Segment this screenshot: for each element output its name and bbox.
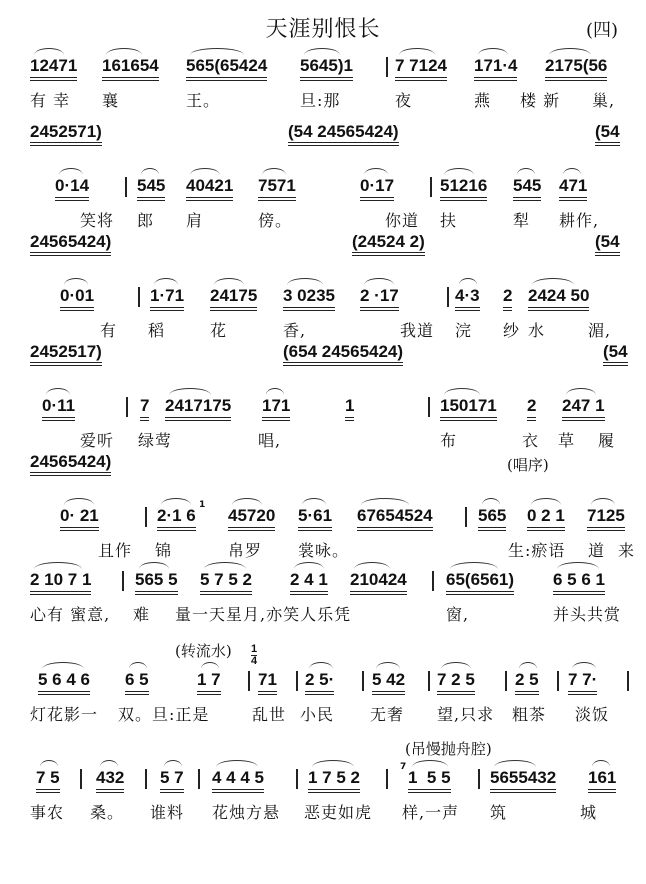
interlude-notes: (654 24565424) xyxy=(283,342,403,366)
note-group: 171 xyxy=(262,396,290,421)
slur-mark xyxy=(441,662,471,669)
note-group: 4 4 4 5 xyxy=(212,768,264,793)
barline xyxy=(296,769,298,789)
barline xyxy=(627,671,629,691)
barline xyxy=(126,397,128,417)
slur-mark xyxy=(201,662,219,669)
slur-mark xyxy=(444,168,474,175)
note-group: 2 ·17 xyxy=(360,286,399,311)
lyric-text: 稻 xyxy=(148,321,166,340)
lyric-text: 裳咏。 xyxy=(298,541,350,560)
note-group: 67654524 xyxy=(357,506,433,531)
lyric-text: 望,只求 xyxy=(437,705,495,724)
note-group: 6 5 6 1 xyxy=(553,570,605,595)
note-group: 1 7 xyxy=(197,670,221,695)
slur-mark xyxy=(216,760,258,767)
note-group: 150171 xyxy=(440,396,497,421)
lyric-text: 花烛方悬 xyxy=(212,803,281,822)
lyric-text: 傍。 xyxy=(258,211,293,230)
note-group: 565 5 xyxy=(135,570,178,595)
lyric-text: 无奢 xyxy=(370,705,405,724)
note-group: 5 6 4 6 xyxy=(38,670,90,695)
note-group: 471 xyxy=(559,176,587,201)
lyric-text: 郎 xyxy=(137,211,155,230)
lyric-text: 城 xyxy=(580,803,598,822)
lyric-text: 花 xyxy=(210,321,228,340)
slur-mark xyxy=(100,760,118,767)
slur-mark xyxy=(364,168,388,175)
lyric-text: 香, xyxy=(283,321,307,340)
lyric-text: 小民 xyxy=(300,705,335,724)
slur-mark xyxy=(531,498,561,505)
barline xyxy=(505,671,507,691)
slur-mark xyxy=(591,498,615,505)
time-signature-numerator: 1 xyxy=(251,643,258,655)
lyric-text: 燕 xyxy=(474,91,492,110)
lyric-text: 绿莺 xyxy=(138,431,173,450)
interlude-notes: (54 xyxy=(603,342,628,366)
slur-mark xyxy=(478,48,508,55)
lyric-text: 心有 蜜意, xyxy=(30,605,111,624)
barline xyxy=(386,57,388,77)
lyric-text: 襄 xyxy=(102,91,120,110)
slur-mark xyxy=(262,168,286,175)
lyric-text: 犁 xyxy=(513,211,531,230)
time-signature-denominator: 4 xyxy=(251,655,258,667)
note-group: 2 5· xyxy=(305,670,334,695)
slur-mark xyxy=(557,562,599,569)
slur-mark xyxy=(287,278,323,285)
slur-mark xyxy=(444,388,480,395)
interlude-notes: (54 xyxy=(595,232,620,256)
note-group: 7125 xyxy=(587,506,625,531)
interlude-notes: 2452571) xyxy=(30,122,102,146)
note-group: 2 xyxy=(503,286,512,311)
note-group: 2 5 xyxy=(515,670,539,695)
barline xyxy=(80,769,82,789)
slur-mark xyxy=(42,662,84,669)
slur-mark xyxy=(141,168,159,175)
barline xyxy=(198,769,200,789)
lyric-text: 乱世 xyxy=(252,705,287,724)
tempo-annotation: (转流水) xyxy=(175,642,232,660)
lyric-text: 王。 xyxy=(186,91,221,110)
note-group: 2·1 6 xyxy=(157,506,196,531)
note-group: 1·71 xyxy=(150,286,184,311)
part-number: (四) xyxy=(585,20,618,41)
slur-mark xyxy=(399,48,435,55)
barline xyxy=(125,177,127,197)
barline xyxy=(557,671,559,691)
lyric-text: 湄, xyxy=(588,321,612,340)
slur-mark xyxy=(532,278,574,285)
slur-mark xyxy=(459,278,477,285)
note-group: 1 5 5 xyxy=(408,768,451,793)
slur-mark xyxy=(519,662,537,669)
slur-mark xyxy=(34,48,64,55)
note-group: 7 5 xyxy=(36,768,60,793)
slur-mark xyxy=(494,760,536,767)
lyric-text: 窗, xyxy=(446,605,470,624)
slur-mark xyxy=(517,168,535,175)
note-group: 0· 21 xyxy=(60,506,99,531)
barline xyxy=(478,769,480,789)
barline xyxy=(430,177,432,197)
barline xyxy=(465,507,467,527)
slur-mark xyxy=(450,562,498,569)
interlude-notes: 2452517) xyxy=(30,342,102,366)
barline xyxy=(122,571,124,591)
lyric-text: 粗茶 xyxy=(512,705,547,724)
note-group: 161 xyxy=(588,768,616,793)
lyric-text: 有 幸 xyxy=(30,91,71,110)
lyric-text: 布 xyxy=(440,431,458,450)
lyric-text: 灯花影一 xyxy=(30,705,99,724)
slur-mark xyxy=(161,498,191,505)
tempo-annotation: (吊慢抛舟腔) xyxy=(405,740,492,758)
slur-mark xyxy=(154,278,178,285)
lyric-text: 爱听 xyxy=(80,431,115,450)
note-group: 3 0235 xyxy=(283,286,335,311)
lyric-text: 你道 xyxy=(385,211,420,230)
note-group: 5655432 xyxy=(490,768,556,793)
slur-mark xyxy=(164,760,182,767)
lyric-text: 且作 xyxy=(98,541,133,560)
note-group: 6 5 xyxy=(125,670,149,695)
note-group: 1 xyxy=(345,396,354,421)
note-group: 5 7 xyxy=(160,768,184,793)
slur-mark xyxy=(354,562,390,569)
lyric-text: 我道 xyxy=(400,321,435,340)
lyric-text: 来 xyxy=(618,541,636,560)
slur-mark xyxy=(412,760,448,767)
note-group: 4·3 xyxy=(455,286,480,311)
barline xyxy=(432,571,434,591)
note-group: 247 1 xyxy=(562,396,605,421)
note-group: 0 2 1 xyxy=(527,506,565,531)
barline xyxy=(145,507,147,527)
slur-mark xyxy=(266,388,284,395)
score-title: 天涯别恨长 xyxy=(265,17,381,42)
lyric-text: 道 xyxy=(588,541,606,560)
slur-mark xyxy=(129,662,147,669)
lyric-text: 淡饭 xyxy=(575,705,610,724)
lyric-text: 衣 xyxy=(522,431,540,450)
lyric-text: 纱 xyxy=(503,321,521,340)
slur-mark xyxy=(549,48,591,55)
lyric-text: 水 xyxy=(528,321,546,340)
interlude-notes: 24565424) xyxy=(30,232,111,256)
note-group: 7 7124 xyxy=(395,56,447,81)
note-group: 7 xyxy=(140,396,149,421)
lyric-text: 草 xyxy=(558,431,576,450)
slur-mark xyxy=(592,760,610,767)
note-group: 40421 xyxy=(186,176,233,201)
slur-mark xyxy=(204,562,246,569)
note-group: 7571 xyxy=(258,176,296,201)
slur-mark xyxy=(364,278,394,285)
slur-mark xyxy=(361,498,409,505)
lyric-text: 巢, xyxy=(592,91,616,110)
note-group: 171·4 xyxy=(474,56,517,81)
note-group: 545 xyxy=(137,176,165,201)
interlude-notes: (54 24565424) xyxy=(288,122,399,146)
slur-mark xyxy=(302,498,326,505)
note-group: 432 xyxy=(96,768,124,793)
note-group: 5 7 5 2 xyxy=(200,570,252,595)
interlude-notes: 24565424) xyxy=(30,452,111,476)
note-group: 5·61 xyxy=(298,506,332,531)
note-group: 2 4 1 xyxy=(290,570,328,595)
slur-mark xyxy=(304,48,340,55)
slur-mark xyxy=(482,498,500,505)
lyric-text: 筑 xyxy=(490,803,508,822)
interlude-notes: (54 xyxy=(595,122,620,146)
slur-mark xyxy=(34,562,82,569)
slur-mark xyxy=(376,662,400,669)
barline xyxy=(447,287,449,307)
slur-mark xyxy=(169,388,211,395)
lyric-text: 旦:那 xyxy=(300,91,341,110)
note-group: 65(6561) xyxy=(446,570,514,595)
lyric-text: 生:瘀语 xyxy=(508,541,566,560)
lyric-text: 肩 xyxy=(186,211,204,230)
slur-mark xyxy=(40,760,58,767)
time-signature xyxy=(251,644,257,667)
note-group: 12471 xyxy=(30,56,77,81)
slur-mark xyxy=(572,662,596,669)
lyric-text: 扶 xyxy=(440,211,458,230)
slur-mark xyxy=(46,388,70,395)
slur-mark xyxy=(566,388,596,395)
note-group: 0·17 xyxy=(360,176,394,201)
grace-note: 1 xyxy=(199,500,206,510)
note-group: 565 xyxy=(478,506,506,531)
lyric-text: 耕作, xyxy=(559,211,600,230)
lyric-text: 锦 xyxy=(155,541,173,560)
lyric-text: 恶吏如虎 xyxy=(304,803,373,822)
barline xyxy=(428,671,430,691)
lyric-text: 唱, xyxy=(258,431,282,450)
slur-mark xyxy=(214,278,244,285)
lyric-text: 并头共赏 xyxy=(553,605,622,624)
lyric-text: 量一天星月,亦笑人乐凭 xyxy=(175,605,352,624)
note-group: 5645)1 xyxy=(300,56,353,81)
slur-mark xyxy=(64,278,88,285)
slur-mark xyxy=(106,48,142,55)
lyric-text: 双。旦:正是 xyxy=(118,705,210,724)
note-group: 210424 xyxy=(350,570,407,595)
slur-mark xyxy=(190,168,220,175)
slur-mark xyxy=(190,48,244,55)
note-group: 0·11 xyxy=(42,396,75,421)
note-group: 161654 xyxy=(102,56,159,81)
slur-mark xyxy=(232,498,262,505)
note-group: 24175 xyxy=(210,286,257,311)
note-group: 45720 xyxy=(228,506,275,531)
lyric-text: 谁料 xyxy=(150,803,185,822)
tempo-annotation: (唱序) xyxy=(507,456,549,474)
note-group: 71 xyxy=(258,670,277,695)
barline xyxy=(145,769,147,789)
lyric-text: 履 xyxy=(598,431,616,450)
note-group: 7 7· xyxy=(568,670,597,695)
note-group: 0·01 xyxy=(60,286,94,311)
slur-mark xyxy=(59,168,83,175)
barline xyxy=(138,287,140,307)
note-group: 2 xyxy=(527,396,536,421)
slur-mark xyxy=(64,498,94,505)
note-group: 2175(56 xyxy=(545,56,607,81)
slur-mark xyxy=(312,760,354,767)
note-group: 1 7 5 2 xyxy=(308,768,360,793)
note-group: 545 xyxy=(513,176,541,201)
lyric-text: 浣 xyxy=(455,321,473,340)
barline xyxy=(362,671,364,691)
barline xyxy=(386,769,388,789)
slur-mark xyxy=(139,562,169,569)
slur-mark xyxy=(563,168,581,175)
lyric-text: 事农 xyxy=(30,803,65,822)
lyric-text: 桑。 xyxy=(90,803,125,822)
note-group: 51216 xyxy=(440,176,487,201)
note-group: 7 2 5 xyxy=(437,670,475,695)
interlude-notes: (24524 2) xyxy=(352,232,425,256)
lyric-text: 帛罗 xyxy=(228,541,263,560)
note-group: 2 10 7 1 xyxy=(30,570,91,595)
grace-note: 7 xyxy=(400,762,407,772)
lyric-text: 难 xyxy=(133,605,151,624)
lyric-text: 有 xyxy=(100,321,118,340)
lyric-text: 笑将 xyxy=(80,211,115,230)
note-group: 2424 50 xyxy=(528,286,589,311)
lyric-text: 楼 新 xyxy=(520,91,561,110)
lyric-text: 样,一声 xyxy=(402,803,460,822)
note-group: 5 42 xyxy=(372,670,405,695)
barline xyxy=(248,671,250,691)
barline xyxy=(296,671,298,691)
lyric-text: 夜 xyxy=(395,91,413,110)
slur-mark xyxy=(309,662,333,669)
note-group: 2417175 xyxy=(165,396,231,421)
note-group: 0·14 xyxy=(55,176,89,201)
slur-mark xyxy=(294,562,324,569)
note-group: 565(65424 xyxy=(186,56,267,81)
barline xyxy=(428,397,430,417)
